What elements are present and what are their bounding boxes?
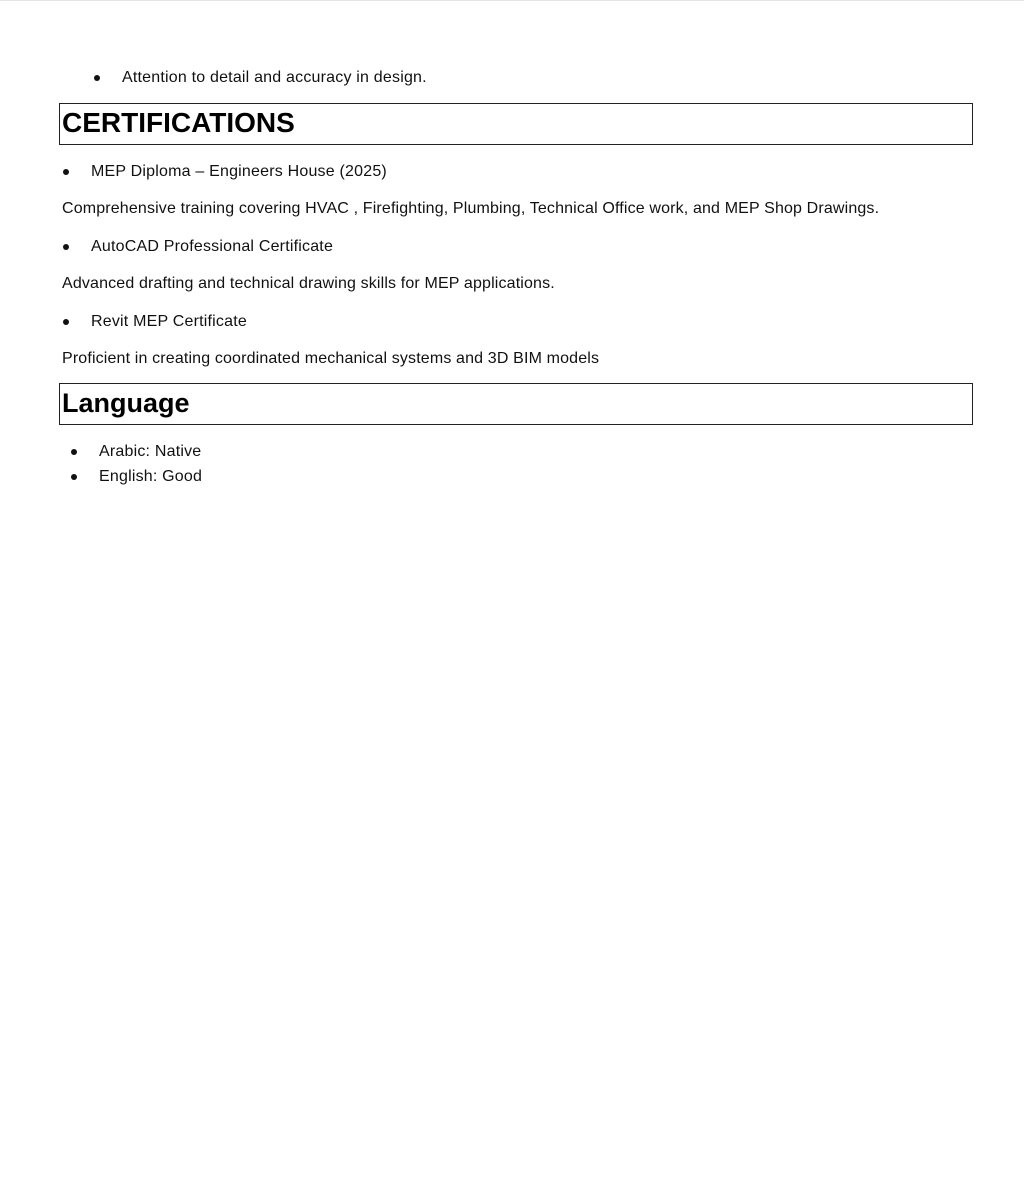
skills-bullet-text: Attention to detail and accuracy in design. — [122, 69, 427, 86]
certification-item — [63, 237, 333, 257]
bullet-icon — [63, 319, 69, 325]
certification-name: AutoCAD Professional Certificate — [91, 238, 334, 255]
certifications-title: CERTIFICATIONS — [62, 107, 295, 138]
certification-description: Proficient in creating coordinated mechanical systems and 3D BIM models — [62, 350, 600, 367]
certification-name: MEP Diploma – Engineers House (2025) — [91, 163, 387, 180]
skills-bullet-item — [94, 68, 427, 88]
bullet-icon — [71, 474, 77, 480]
bullet-icon — [63, 169, 69, 175]
certifications-section-header — [59, 103, 973, 145]
certification-item — [63, 312, 247, 332]
certification-name: Revit MEP Certificate — [91, 313, 247, 330]
bullet-icon — [71, 449, 77, 455]
bullet-icon — [63, 244, 69, 250]
language-item — [71, 467, 202, 487]
certification-description: Advanced drafting and technical drawing skills for MEP applications. — [62, 275, 555, 292]
language-item-text: Arabic: Native — [99, 443, 202, 460]
language-title: Language — [62, 388, 190, 418]
certification-description: Comprehensive training covering HVAC , Firefighting, Plumbing, Technical Office work, and MEP Shop Drawings. — [62, 200, 880, 217]
language-item-text: English: Good — [99, 468, 203, 485]
language-item — [71, 442, 201, 462]
language-section-header — [59, 383, 973, 425]
bullet-icon — [94, 75, 100, 81]
certification-item — [63, 162, 387, 182]
